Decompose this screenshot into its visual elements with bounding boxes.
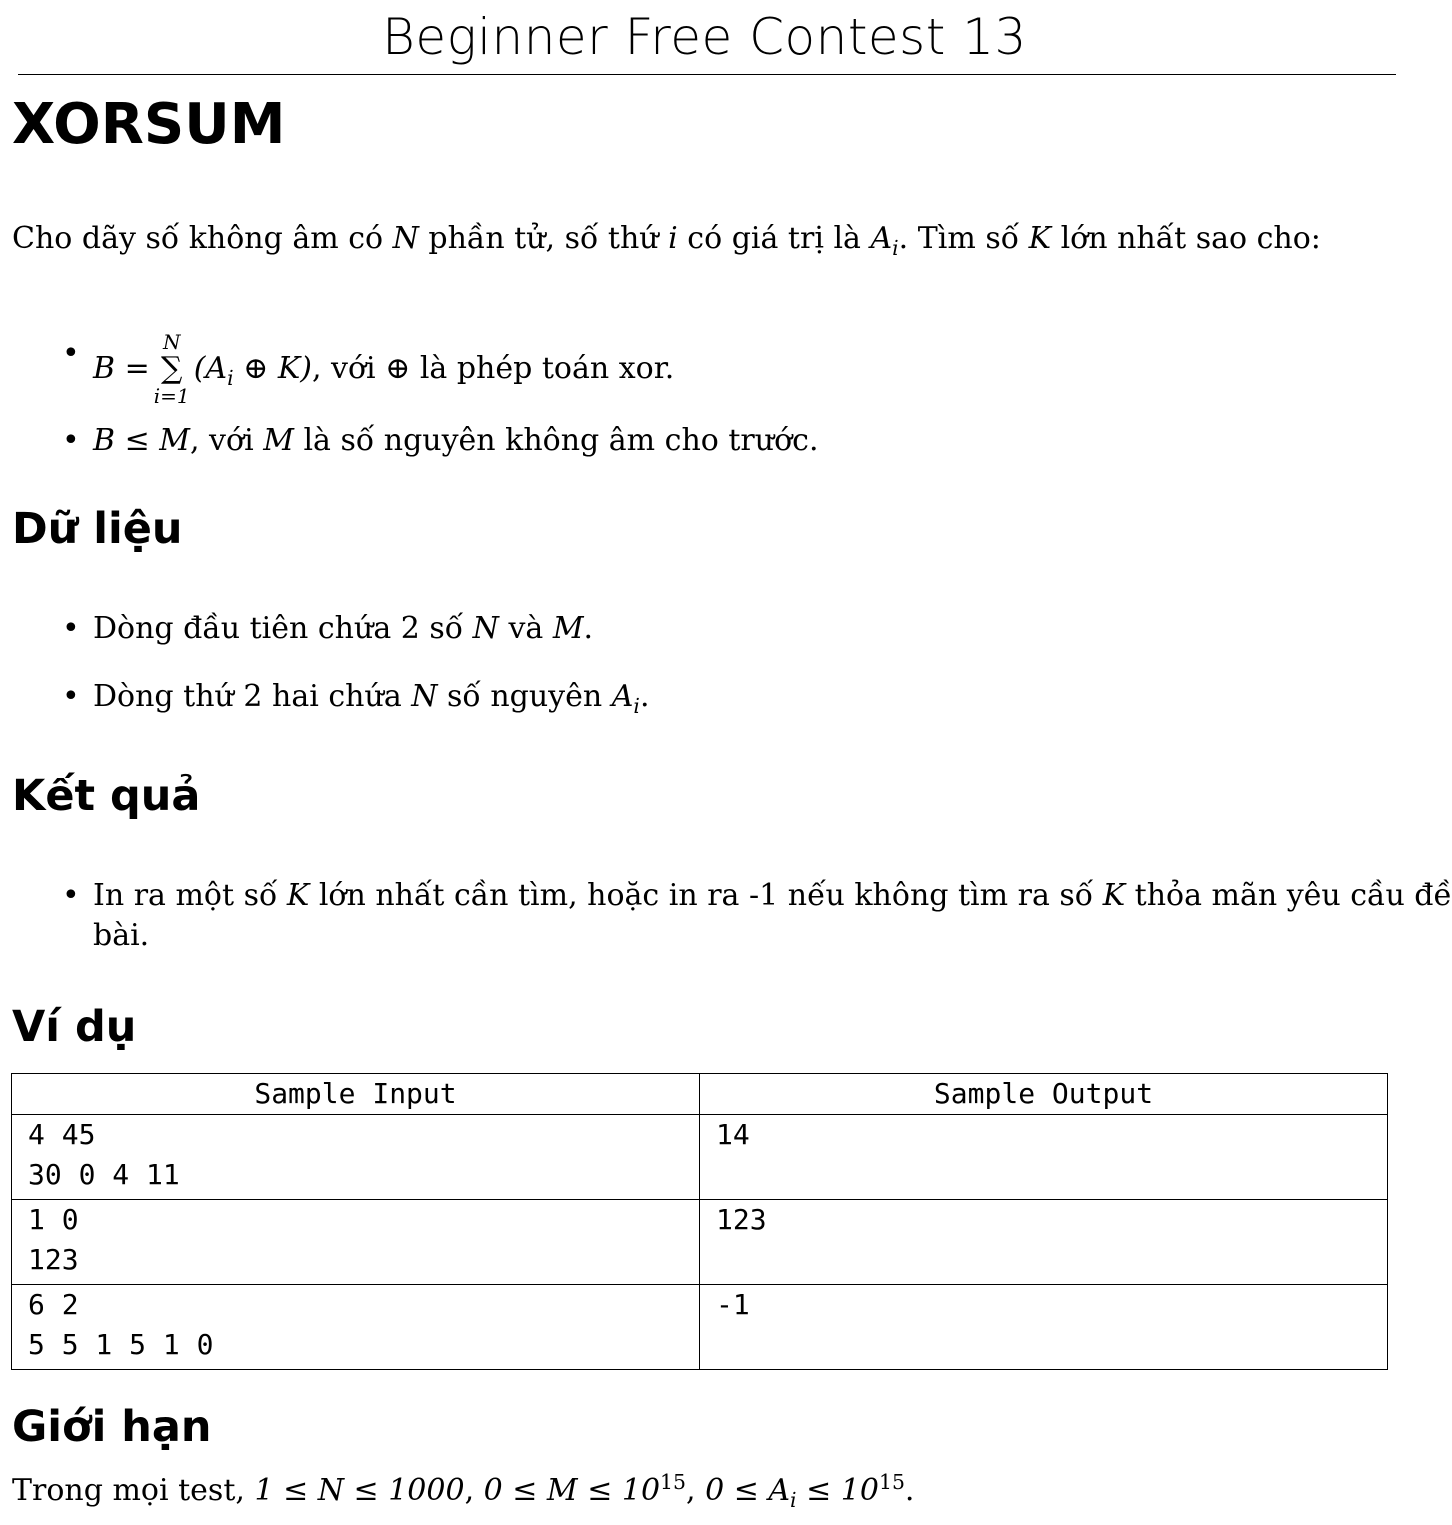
bullet-icon: •: [62, 878, 80, 913]
limits-text: Trong mọi test, 1 ≤ N ≤ 1000, $0 \le M \le 10^{15}$, $0 \le A_i \le 10^{15}$.: [12, 1470, 915, 1512]
output-list: [0, 876, 1452, 956]
output-item: • In ra một số K lớn nhất cần tìm, hoặc in ra -1 nếu không tìm ra số K thỏa mãn yêu cầu đề: [0, 876, 1452, 916]
sample-output-cell: -1: [700, 1285, 1388, 1370]
sample-input-cell: 6 2 5 5 1 5 1 0: [12, 1285, 700, 1370]
sample-input-cell: 4 45 30 0 4 11: [12, 1115, 700, 1200]
conditions-list: [0, 330, 675, 408]
input-list: [0, 609, 649, 717]
table-header-row: [12, 1074, 1388, 1115]
bullet-icon: •: [62, 611, 80, 646]
contest-title: Beginner Free Contest 13: [382, 8, 1027, 66]
column-header-input: Sample Input: [12, 1074, 700, 1115]
sample-output-cell: 14: [700, 1115, 1388, 1200]
problem-title: XORSUM: [12, 92, 286, 157]
column-header-output: Sample Output: [700, 1074, 1388, 1115]
input-item-2: • Dòng thứ 2 hai chứa N số nguyên $A_i$.: [62, 679, 650, 718]
input-heading: Dữ liệu: [12, 504, 183, 554]
condition-bound: • B ≤ M, với M là số nguyên không âm cho trước.: [0, 421, 819, 461]
samples-table: [11, 1073, 1388, 1370]
header-divider: [18, 74, 1396, 75]
limits-heading: Giới hạn: [12, 1402, 212, 1452]
bullet-icon: •: [62, 336, 80, 371]
bullet-icon: •: [62, 423, 80, 458]
sample-output-cell: 123: [700, 1200, 1388, 1285]
table-row: [12, 1285, 1388, 1370]
table-row: [12, 1200, 1388, 1285]
condition-sum: • B = N ∑ i=1 ($A_i$ ⊕ K), với ⊕ là phép toán xor.: [62, 330, 675, 408]
conditions-list-2: [0, 421, 819, 461]
summation: N ∑ i=1: [153, 330, 190, 408]
sample-input-cell: 1 0 123: [12, 1200, 700, 1285]
bullet-icon: •: [62, 679, 80, 714]
examples-heading: Ví dụ: [12, 1002, 137, 1052]
table-row: [12, 1115, 1388, 1200]
problem-statement: Cho dãy số không âm có N phần tử, số thứ i có giá trị là $A_i$. Tìm số K lớn nhất sao cho:: [12, 221, 1321, 260]
output-item-cont: bài.: [93, 918, 150, 953]
input-item-1: • Dòng đầu tiên chứa 2 số N và M.: [0, 609, 649, 649]
output-heading: Kết quả: [12, 771, 201, 821]
